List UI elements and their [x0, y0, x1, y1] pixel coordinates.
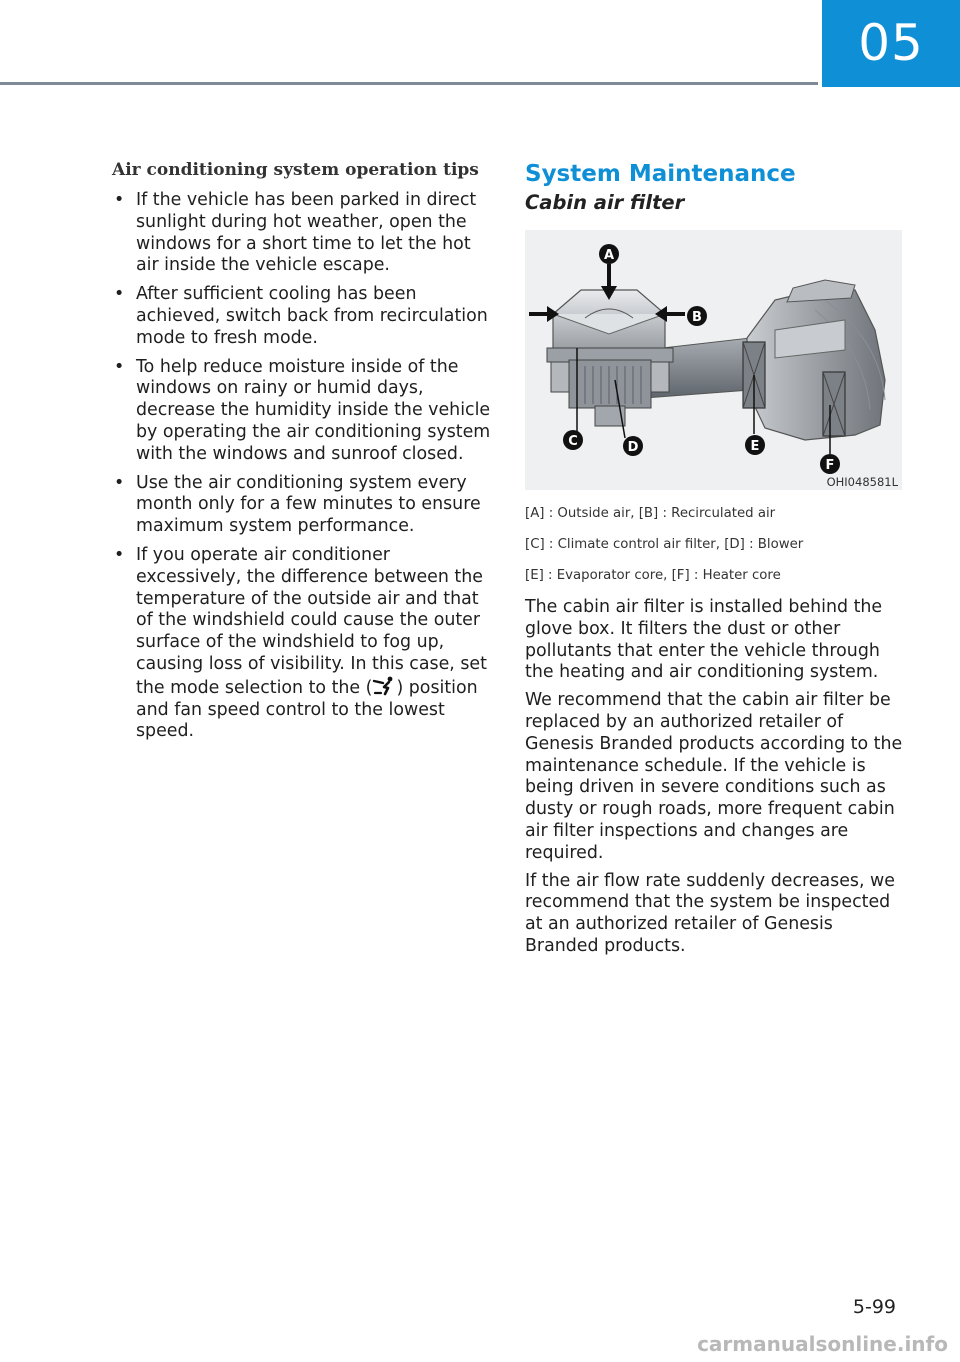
tips-list	[112, 190, 492, 743]
figure-caption: [C] : Climate control air filter, [D] : Blower	[525, 537, 804, 552]
callout-b	[687, 306, 707, 326]
diagram-callouts	[525, 230, 902, 490]
callout-a	[599, 244, 619, 264]
list-item: • After sufficient cooling has been achieved, switch back from recirculation mode to fresh mode.	[114, 284, 488, 348]
tips-heading: Air conditioning system operation tips	[112, 160, 479, 180]
list-item: • To help reduce moisture inside of the windows on rainy or humid days, decrease the humidity inside the vehicle by operating the air conditioning system with the windows and sunroof closed.	[114, 356, 491, 464]
callout-c	[563, 430, 583, 450]
body-paragraph: We recommend that the cabin air filter be replaced by an authorized retailer of Genesis Branded products according to the maintenance schedule. If the vehicle is being driven in severe conditions such as dusty or rough roads, more frequent cabin air filter inspections and changes are required.	[525, 690, 903, 863]
floor-windshield-mode-icon	[372, 676, 396, 696]
list-item: • Use the air conditioning system every month only for a few minutes to ensure maximum system performance.	[114, 472, 481, 537]
list-item: • If you operate air conditioner excessively, the difference between the temperature of the outside air and that of the windshield could cause the outer surface of the windshield to fog up, causing loss of visibility. In this case, set the mode selection to the ( ) position and fan speed control to the lowest speed.	[114, 544, 487, 742]
callout-e	[745, 435, 765, 455]
callout-f	[820, 454, 840, 474]
cabin-air-filter-diagram	[525, 230, 902, 490]
right-column	[525, 158, 905, 958]
section-title: System Maintenance	[525, 161, 796, 187]
svg-text:C: C	[568, 434, 578, 449]
watermark: carmanualsonline.info	[697, 1332, 948, 1356]
body-paragraph: If the air flow rate suddenly decreases, we recommend that the system be inspected at an authorized retailer of Genesis Branded products.	[525, 870, 895, 956]
subsection-title: Cabin air filter	[525, 191, 685, 214]
left-column	[112, 158, 492, 750]
svg-text:D: D	[627, 440, 639, 455]
svg-text:E: E	[750, 439, 760, 454]
figure-code: OHI048581L	[826, 475, 898, 489]
callout-d	[623, 436, 643, 456]
svg-text:F: F	[825, 458, 835, 473]
figure-caption: [A] : Outside air, [B] : Recirculated air	[525, 506, 776, 521]
body-paragraph: The cabin air filter is installed behind the glove box. It filters the dust or other pollutants that enter the vehicle through the heating and air conditioning system.	[525, 597, 883, 683]
svg-text:A: A	[603, 248, 615, 263]
chapter-number: 05	[822, 0, 960, 87]
figure-caption: [E] : Evaporator core, [F] : Heater core	[525, 568, 781, 583]
header-rule	[0, 82, 818, 85]
svg-text:B: B	[692, 310, 702, 325]
page-number: 5-99	[852, 1296, 896, 1318]
list-item: • If the vehicle has been parked in direct sunlight during hot weather, open the windows for a short time to let the hot air inside the vehicle escape.	[114, 190, 477, 276]
